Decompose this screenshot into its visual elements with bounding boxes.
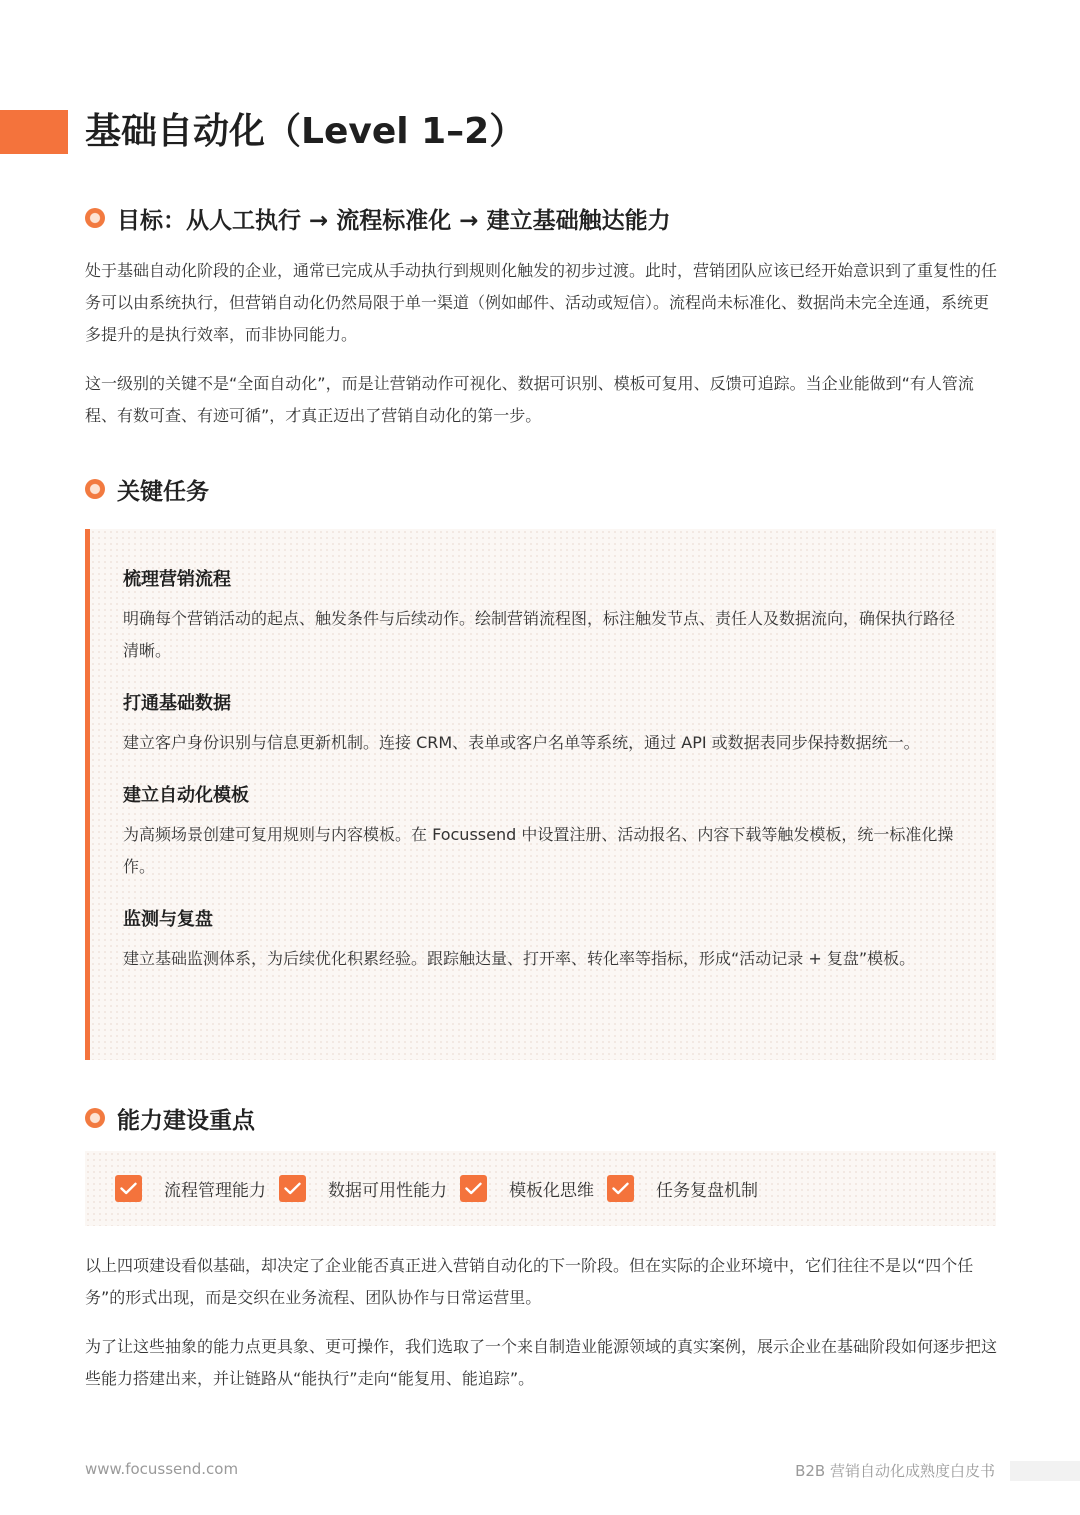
task-item — [123, 781, 958, 883]
capability-label: 流程管理能力 — [164, 1181, 266, 1201]
section-capabilities-title: 能力建设重点 — [117, 1107, 255, 1134]
task-item — [123, 689, 958, 759]
capability-item — [607, 1175, 758, 1202]
goal-paragraph-2: 这一级别的关键不是“全面自动化”，而是让营销动作可视化、数据可识别、模板可复用、反馈可追踪。当企业能做到“有人管流程、有数可查、有迹可循”，才真正迈出了营销自动化的第一步。 — [85, 374, 974, 425]
conclusion-paragraph-1: 以上四项建设看似基础，却决定了企业能否真正进入营销自动化的下一阶段。但在实际的企业环境中，它们往往不是以“四个任务”的形式出现，而是交织在业务流程、团队协作与日常运营里。 — [85, 1256, 974, 1307]
title-accent-bar — [0, 110, 68, 154]
checkmark-icon — [279, 1175, 306, 1202]
footer-website: www.focussend.com — [85, 1460, 239, 1478]
task-title: 打通基础数据 — [123, 693, 231, 714]
task-description: 明确每个营销活动的起点、触发条件与后续动作。绘制营销流程图，标注触发节点、责任人及数据流向，确保执行路径清晰。 — [123, 609, 956, 660]
task-description: 建立客户身份识别与信息更新机制。连接 CRM、表单或客户名单等系统，通过 API 或数据表同步保持数据统一。 — [123, 733, 920, 752]
footer-page-tab — [1010, 1461, 1080, 1481]
task-item — [123, 565, 958, 667]
section-tasks-title: 关键任务 — [117, 478, 209, 505]
task-title: 建立自动化模板 — [123, 785, 249, 806]
task-item — [123, 905, 958, 975]
capability-label: 数据可用性能力 — [328, 1181, 447, 1201]
task-description: 建立基础监测体系，为后续优化积累经验。跟踪触达量、打开率、转化率等指标，形成“活动记录 + 复盘”模板。 — [123, 949, 916, 968]
section-tasks-header — [85, 472, 209, 506]
bullet-dot-icon — [85, 479, 105, 499]
goal-paragraph-1: 处于基础自动化阶段的企业，通常已完成从手动执行到规则化触发的初步过渡。此时，营销团队应该已经开始意识到了重复性的任务可以由系统执行，但营销自动化仍然局限于单一渠道（例如邮件、活动或短信）。流程尚未标准化、数据尚未完全连通，系统更多提升的是执行效率，而非协同能力。 — [85, 261, 998, 344]
checkmark-icon — [607, 1175, 634, 1202]
capability-item — [460, 1175, 594, 1202]
section-goal-header — [85, 201, 671, 235]
key-tasks-box — [85, 529, 996, 1060]
page-title: 基础自动化（Level 1–2） — [85, 111, 526, 152]
task-title: 监测与复盘 — [123, 909, 213, 930]
checkmark-icon — [115, 1175, 142, 1202]
footer-document-title: B2B 营销自动化成熟度白皮书 — [795, 1462, 995, 1480]
conclusion-paragraph-2: 为了让这些抽象的能力点更具象、更可操作，我们选取了一个来自制造业能源领域的真实案例，展示企业在基础阶段如何逐步把这些能力搭建出来，并让链路从“能执行”走向“能复用、能追踪”。 — [85, 1337, 998, 1388]
task-title: 梳理营销流程 — [123, 569, 231, 590]
capability-label: 模板化思维 — [509, 1181, 594, 1201]
section-goal-title: 目标：从人工执行 → 流程标准化 → 建立基础触达能力 — [117, 207, 671, 234]
bullet-dot-icon — [85, 208, 105, 228]
section-capabilities-header — [85, 1101, 255, 1135]
capabilities-box — [85, 1151, 996, 1226]
capability-item — [115, 1175, 266, 1202]
capability-label: 任务复盘机制 — [656, 1181, 758, 1201]
capability-item — [279, 1175, 447, 1202]
checkmark-icon — [460, 1175, 487, 1202]
bullet-dot-icon — [85, 1108, 105, 1128]
task-description: 为高频场景创建可复用规则与内容模板。在 Focussend 中设置注册、活动报名、内容下载等触发模板，统一标准化操作。 — [123, 825, 954, 876]
